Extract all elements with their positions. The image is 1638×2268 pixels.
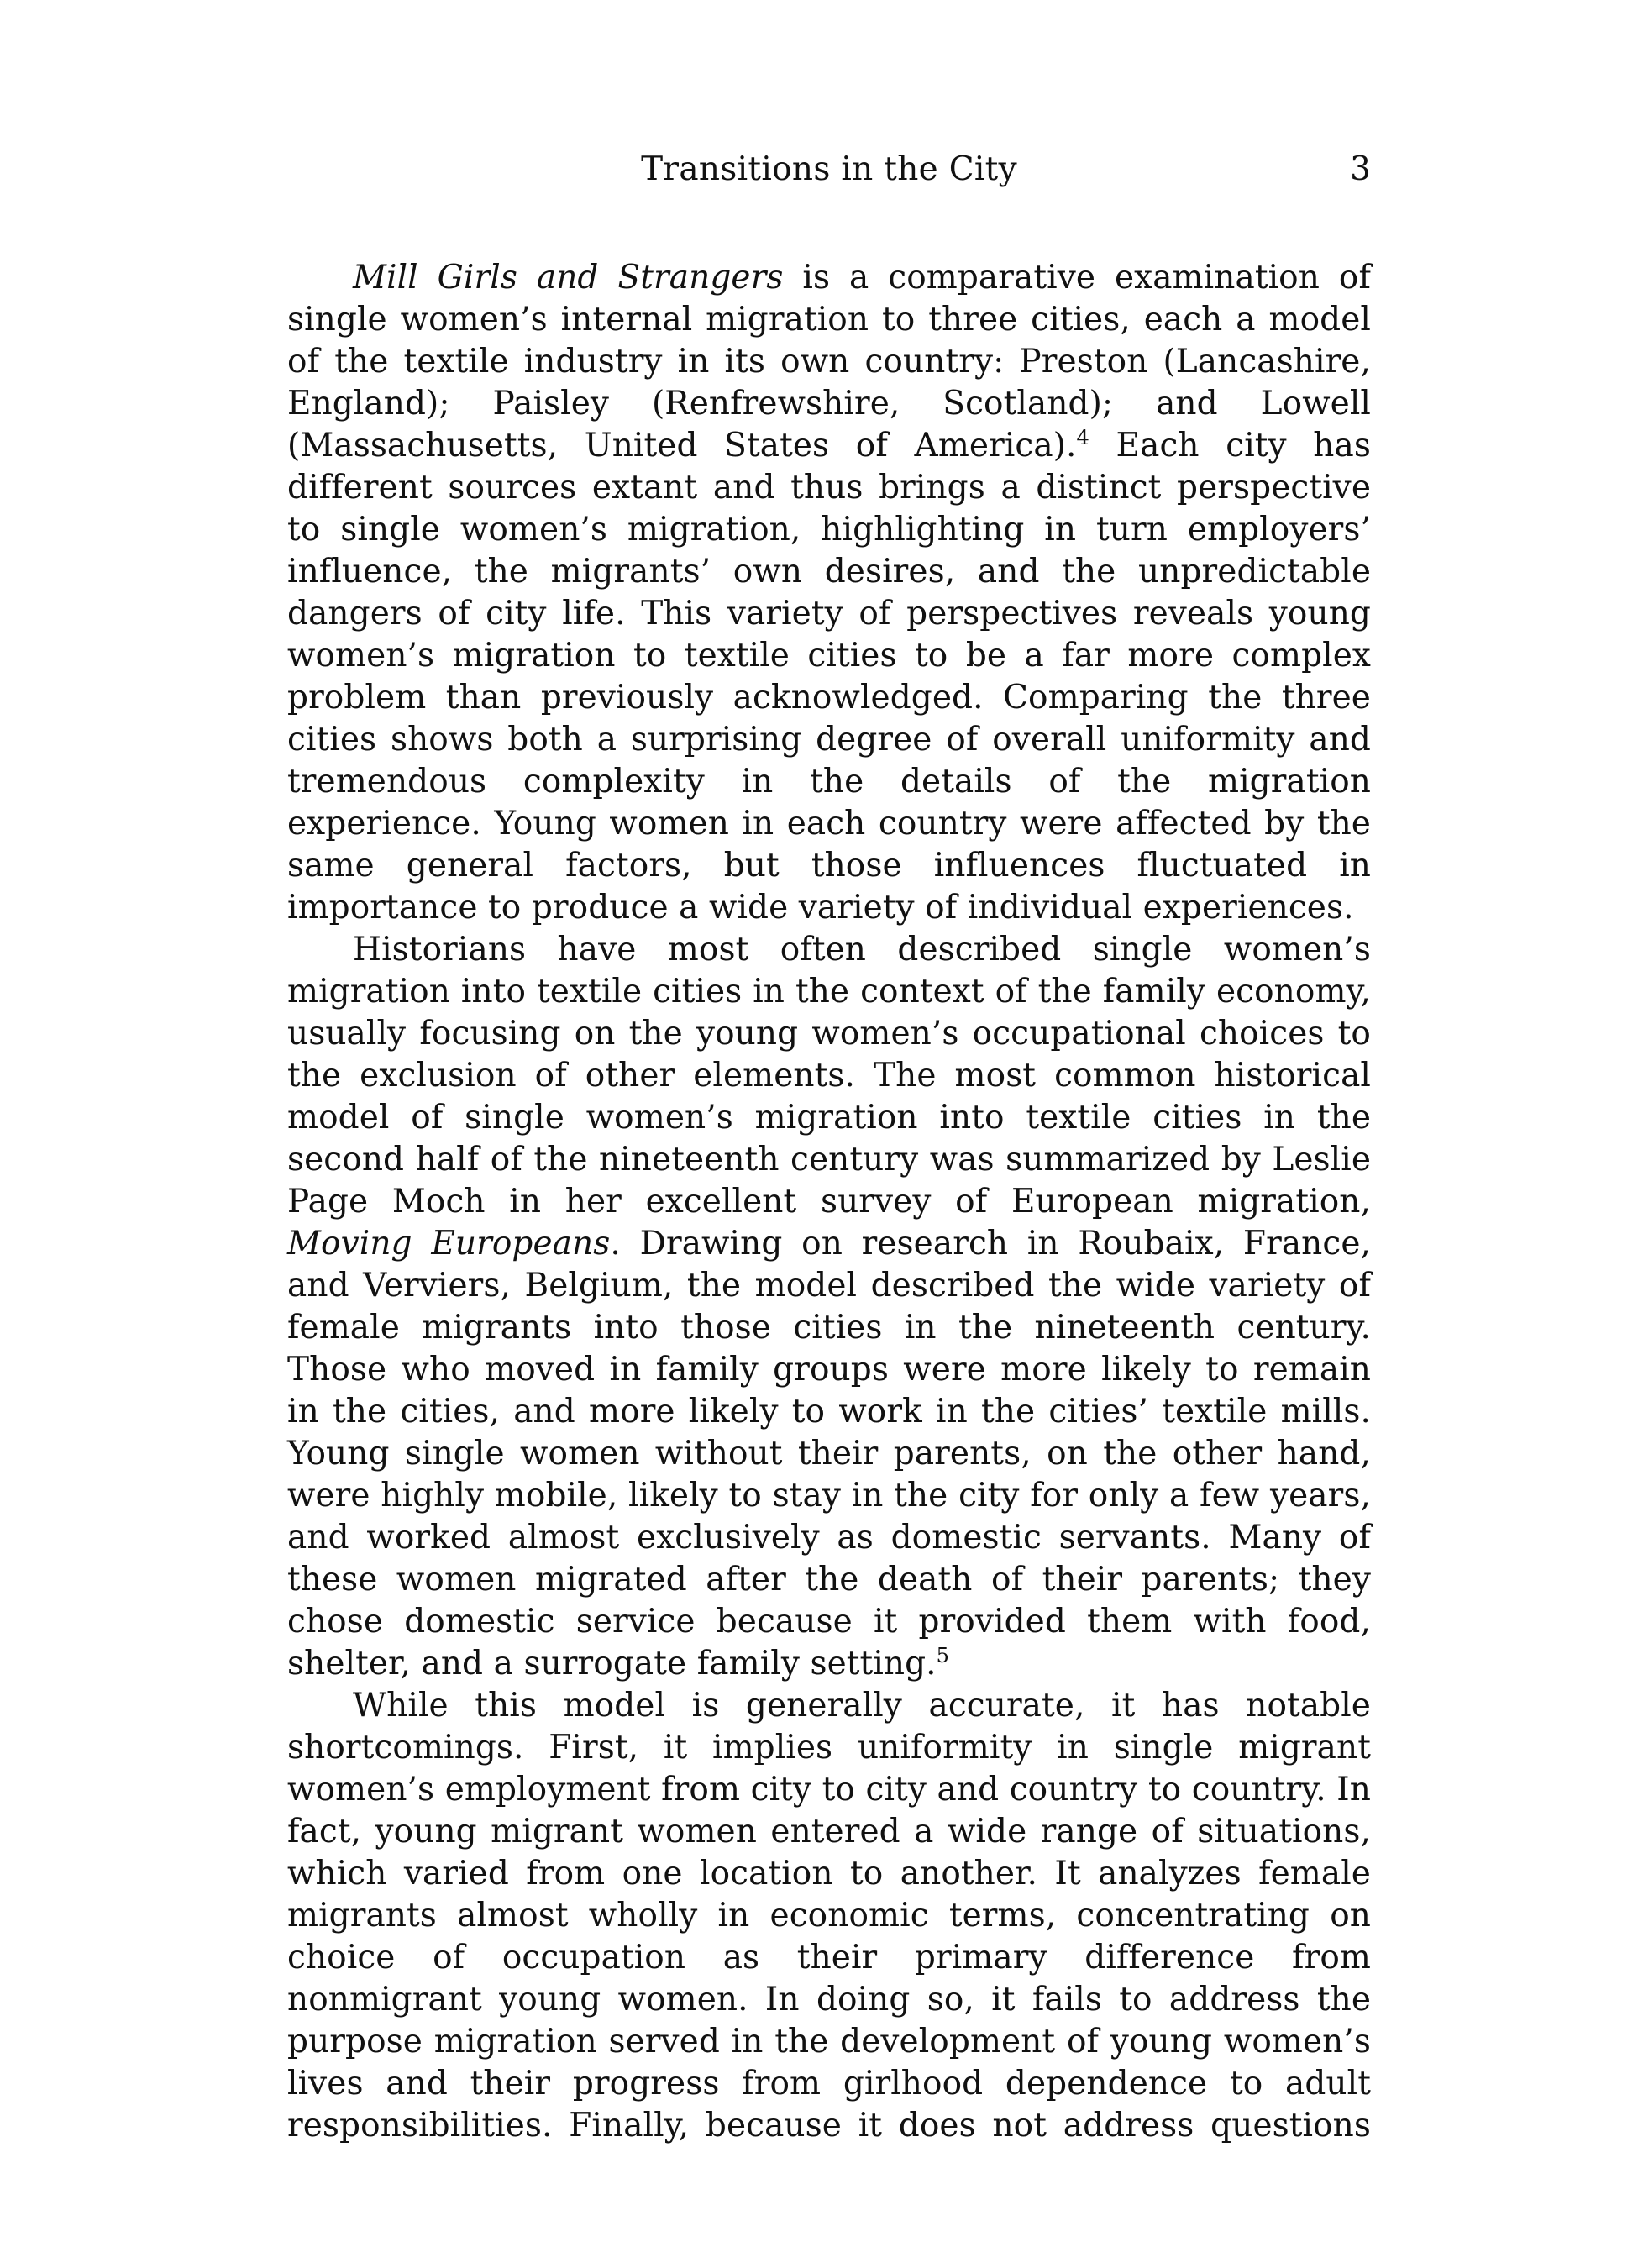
running-head-title: Transitions in the City [641,150,1017,188]
footnote-ref-5: 5 [936,1644,950,1667]
paragraph-1-text-continued: Each city has different sources extant and thus brings a distinct perspective to single women’s migration, highlighting in turn employers’ influence, the migrants’ own desires, and the unpredictable dangers of city life. This variety of perspectives reveals young women’s migration to textile cities to be a far more complex problem than previously acknowledged. Comparing the three cities shows both a surprising degree of overall uniformity and tremendous complexity in the details of the migration experience. Young women in each country were affected by the same general factors, but those influences fluctuated in importance to produce a wide variety of individual experiences. [287,427,1371,927]
body-text [287,257,1371,2147]
paragraph-2-text-continued: . Drawing on research in Roubaix, France, and Verviers, Belgium, the model described the wide variety of female migrants into those cities in the nineteenth century. Those who moved in family groups were more likely to remain in the cities, and more likely to work in the cities’ textile mills. Young single women without their parents, on the other hand, were highly mobile, likely to stay in the city for only a few years, and worked almost exclusively as domestic servants. Many of these women migrated after the death of their parents; they chose domestic service because it provided them with food, shelter, and a surrogate family setting. [287,1225,1372,1683]
paragraph-1 [287,257,1371,929]
paragraph-1-text: is a comparative examination of single women’s internal migration to three cities, each a model of the textile industry in its own country: Preston (Lancashire, England); Paisley (Renfrewshire, Scotland); and Lowell (Massachusetts, United States of America). [287,259,1371,465]
running-head [287,144,1371,195]
footnote-ref-4: 4 [1076,426,1089,449]
paragraph-3-text: While this model is generally accurate, it has notable shortcomings. First, it implies uniformity in single migrant women’s employment from city to city and country to country. In fact, young migrant women entered a wide range of situations, which varied from one location to another. It analyzes female migrants almost wholly in economic terms, concentrating on choice of occupation as their primary difference from nonmigrant young women. In doing so, it fails to address the purpose migration served in the development of young women’s lives and their progress from girlhood dependence to adult responsibilities. Finally, because it does not address questions [287,1687,1371,2145]
paragraph-2 [287,929,1371,1685]
paragraph-3 [287,1685,1371,2147]
page-number: 3 [1350,150,1371,188]
cited-title-italic: Moving Europeans [287,1225,611,1263]
book-title-italic: Mill Girls and Strangers [353,259,784,297]
paragraph-2-text: Historians have most often described single women’s migration into textile cities in the context of the family economy, usually focusing on the young women’s occupational choices to the exclusion of other elements. The most common historical model of single women’s migration into textile cities in the second half of the nineteenth century was summarized by Leslie Page Moch in her excellent survey of European migration, [287,931,1371,1221]
